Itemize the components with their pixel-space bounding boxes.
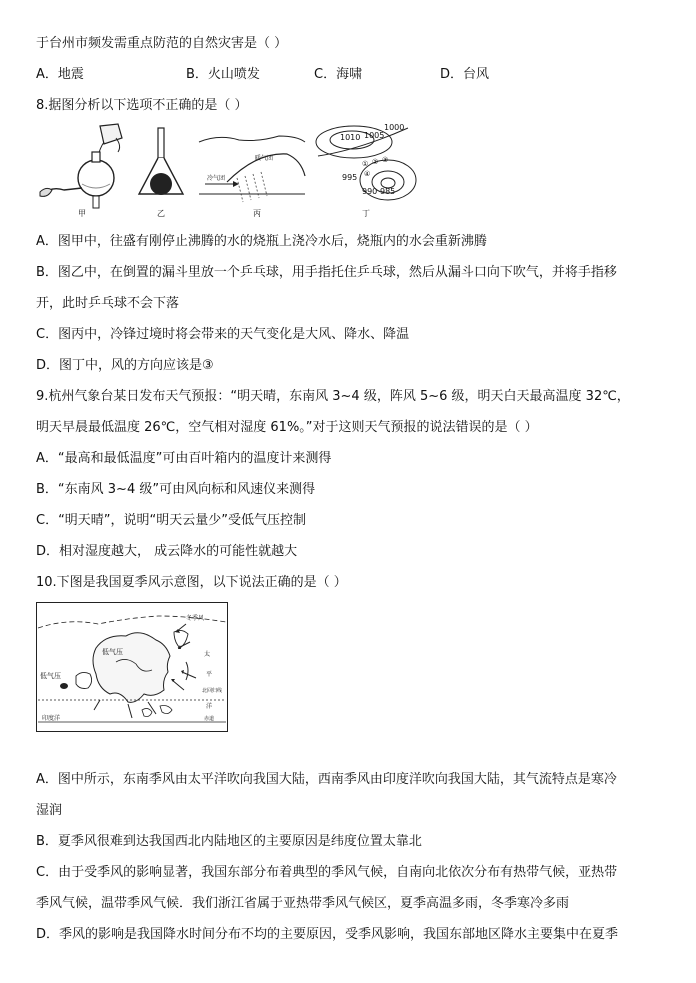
q8-option-c: C．图丙中，冷锋过境时将会带来的天气变化是大风、降水、降温 [36, 327, 410, 342]
q9-stem-line2: 明天早晨最低温度 26℃，空气相对湿度 61%。”对于这则天气预报的说法错误的是（ ） [36, 420, 538, 435]
map-label-yang: 洋 [206, 703, 213, 710]
q7-option-a: A．地震 [36, 67, 84, 82]
q8-option-b: B．图乙中，在倒置的漏斗里放一个乒乓球，用手指托住乒乓球，然后从漏斗口向下吹气，并将手指移 [36, 265, 617, 280]
q9-stem-line1: 9.杭州气象台某日发布天气预报：“明天晴，东南风 3~4 级，阵风 5~6 级，明天白天最高温度 32℃， [36, 389, 630, 404]
figure-bing-warm: 暖气团 [255, 155, 274, 162]
figure-jia-label: 甲 [78, 209, 86, 218]
arrow-2-icon: ② [372, 158, 379, 166]
monsoon-map [36, 602, 228, 732]
arrow-3-icon: ③ [382, 156, 389, 164]
q9-option-c: C．“明天晴”，说明“明天云量少”受低气压控制 [36, 513, 307, 528]
isobar-1010: 1010 [340, 133, 361, 142]
q7-option-d: D．台风 [440, 67, 490, 82]
map-label-tai: 太 [204, 651, 211, 658]
q10-stem: 10.下图是我国夏季风示意图，以下说法正确的是（ ） [36, 575, 347, 590]
q8-option-b-cont: 开，此时乒乓球不会下落 [36, 296, 180, 311]
map-label-tropic: 北回归线 [202, 688, 223, 694]
map-label-equator: 赤道 [204, 716, 215, 722]
arrow-1-icon: ① [362, 160, 369, 168]
q10-option-a-cont: 湿润 [36, 803, 63, 818]
figure-jia [38, 122, 128, 218]
map-label-low-1: 低气压 [102, 648, 123, 656]
figure-ding [312, 120, 424, 218]
q10-option-b: B．夏季风很难到达我国西北内陆地区的主要原因是纬度位置太靠北 [36, 834, 422, 849]
q10-option-c-cont: 季风气候，温带季风气候．我们浙江省属于亚热带季风气候区，夏季高温多雨，冬季寒冷多雨 [36, 896, 570, 911]
q7-option-c: C．海啸 [314, 67, 363, 82]
map-label-winter-monsoon: 冬季风 [186, 615, 205, 622]
q9-option-b: B．“东南风 3~4 级”可由风向标和风速仪来测得 [36, 482, 316, 497]
figure-yi [133, 122, 193, 218]
q8-option-d: D．图丁中，风的方向应该是③ [36, 358, 214, 373]
figure-ding-label: 丁 [362, 209, 370, 218]
map-label-low-2: 低气压 [40, 672, 61, 680]
map-label-india-ocean: 印度洋 [42, 715, 61, 722]
figure-bing-label: 丙 [253, 209, 261, 218]
q10-option-d: D．季风的影响是我国降水时间分布不均的主要原因，受季风影响，我国东部地区降水主要集中在夏季 [36, 927, 619, 942]
q9-option-d: D．相对湿度越大， 成云降水的可能性就越大 [36, 544, 298, 559]
q10-option-c: C．由于受季风的影响显著，我国东部分布着典型的季风气候，自南向北依次分布有热带气候，亚热带 [36, 865, 618, 880]
isobar-1005: 1005 [364, 131, 385, 140]
q10-option-a: A．图中所示，东南季风由太平洋吹向我国大陆，西南季风由印度洋吹向我国大陆，其气流特点是寒冷 [36, 772, 617, 787]
figure-yi-label: 乙 [157, 209, 165, 218]
q8-option-a: A．图甲中，往盛有刚停止沸腾的水的烧瓶上浇冷水后，烧瓶内的水会重新沸腾 [36, 234, 487, 249]
isobar-990: 990 [362, 187, 378, 196]
figure-bing-cold: 冷气团 [207, 175, 226, 182]
q8-stem: 8.据图分析以下选项不正确的是（ ） [36, 98, 248, 113]
map-label-ping: 平 [206, 671, 213, 678]
figure-bing [197, 132, 307, 218]
isobar-985: 985 [380, 187, 396, 196]
q9-option-a: A．“最高和最低温度”可由百叶箱内的温度计来测得 [36, 451, 332, 466]
q7-stem: 于台州市频发需重点防范的自然灾害是（ ） [36, 36, 288, 51]
arrow-4-icon: ④ [364, 170, 371, 178]
isobar-995: 995 [342, 173, 358, 182]
q7-option-b: B．火山喷发 [186, 67, 260, 82]
isobar-1000: 1000 [384, 123, 405, 132]
